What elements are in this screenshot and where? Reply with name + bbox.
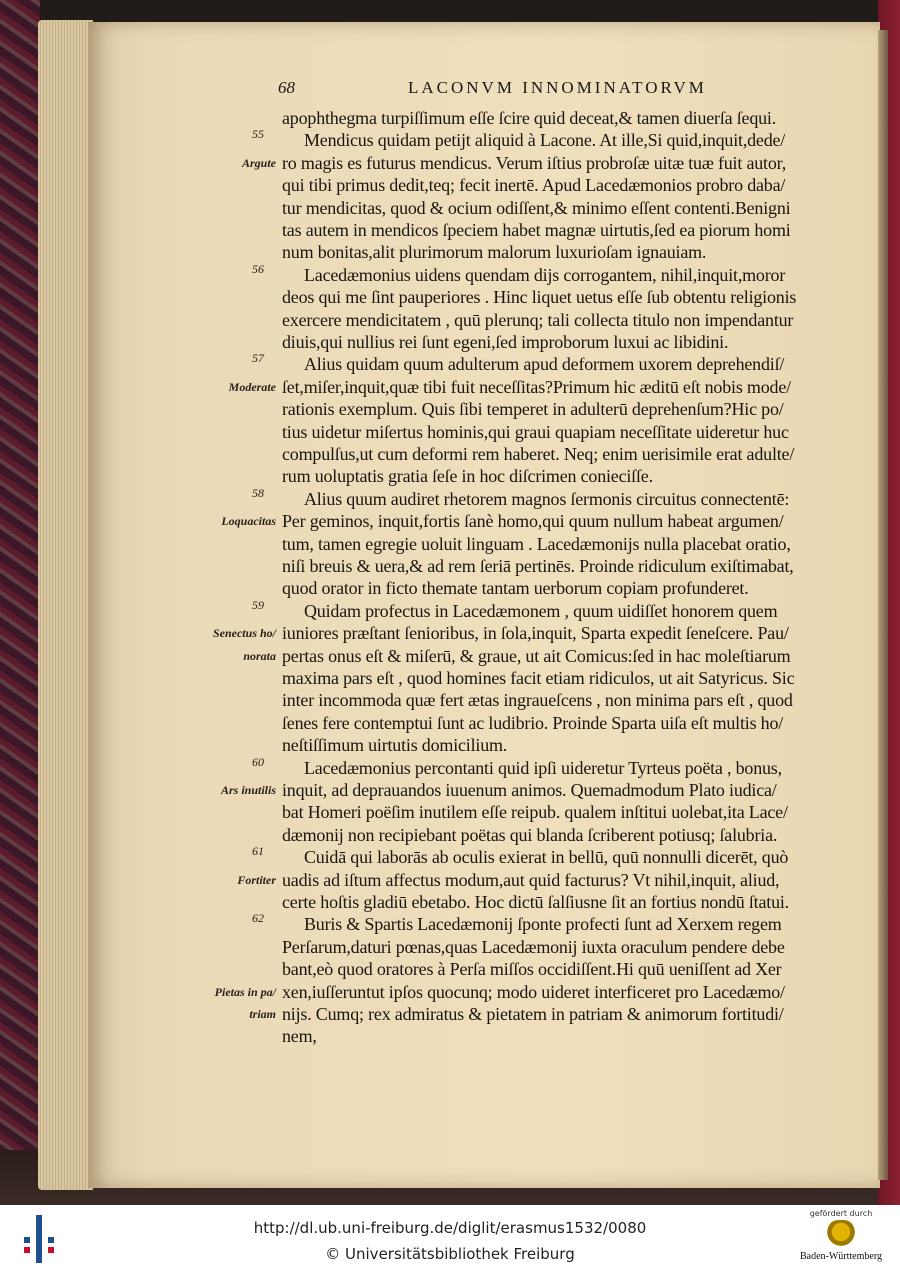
viewer-footer xyxy=(0,1205,900,1271)
text-line: bat Homeri poëſim inutilem eſſe reipub. qualem inſtitui uolebat,ita Lace/ xyxy=(282,802,788,822)
text-line: Buris & Spartis Lacedæmonij ſponte profecti ſunt ad Xerxem regem xyxy=(304,914,782,934)
text-line: Cuidā qui laborās ab oculis exierat in bellū, quū nonnulli dicerēt, quò xyxy=(304,847,789,867)
text-line: apophthegma turpiſſimum eſſe ſcire quid deceat,& tamen diuerſa ſequi. xyxy=(282,108,777,128)
apophthegm-number: 62 xyxy=(252,911,264,925)
text-line: inquit, ad deprauandos iuuenum animos. Quemadmodum Plato iudica/ xyxy=(282,780,777,800)
text-line: diuis,qui nullius rei ſunt egeni,ſed improborum luxui ac libidini. xyxy=(282,332,729,352)
text-line: maxima pars eſt , quod homines facit etiam ridiculos, ut ait Satyricus. Sic xyxy=(282,668,795,688)
page-number: 68 xyxy=(278,78,295,97)
apophthegm-number: 61 xyxy=(252,844,264,858)
text-line: compulſus,ut cum deformi rem haberet. Neq; enim uerisimile erat adulte/ xyxy=(282,444,795,464)
copyright-text: © Universitätsbibliothek Freiburg xyxy=(325,1245,575,1263)
text-line: dæmonij non recipiebant poëtas qui blanda ſcriberent potiusq; ſalubria. xyxy=(282,825,778,845)
sponsor-badge xyxy=(796,1209,886,1269)
text-line: inter incommoda quæ fert ætas ingraueſcens , non minima pars eſt , quod xyxy=(282,690,793,710)
text-line: Quidam profectus in Lacedæmonem , quum uidiſſet honorem quem xyxy=(304,601,778,621)
text-line: pertas onus eſt & miſerū, & graue, ut ait Comicus:ſed in hac moleſtiarum xyxy=(282,646,791,666)
apophthegm-number: 57 xyxy=(252,351,264,365)
apophthegm-number: 55 xyxy=(252,127,264,141)
text-line: Perſarum,daturi pœnas,quas Lacedæmonij iuxta oraculum pendere debe xyxy=(282,937,785,957)
text-line: uadis ad iſtum affectus modum,aut quid facturus? Vt nihil,inquit, aliud, xyxy=(282,870,780,890)
apophthegm-number: 60 xyxy=(252,755,264,769)
text-line: tius uidetur miſertus hominis,qui graui quapiam neceſſitate uideretur huc xyxy=(282,422,789,442)
text-line: bant,eò quod oratores à Perſa miſſos occidiſſent.Hi quū ueniſſent ad Xer xyxy=(282,959,782,979)
apophthegm-number: 59 xyxy=(252,598,264,612)
text-line: rum uoluptatis gratia ſeſe in hoc diſcrimen conieciſſe. xyxy=(282,466,653,486)
apophthegm-number: 58 xyxy=(252,486,264,500)
text-line: Alius quidam quum adulterum apud deformem uxorem deprehendiſ/ xyxy=(304,354,785,374)
margin-note: norata xyxy=(243,649,276,663)
text-line: ſet,miſer,inquit,quæ tibi fuit neceſſitas?Primum hic æditū eſt nobis mode/ xyxy=(282,377,791,397)
text-line: deos qui me ſint pauperiores . Hinc liquet uetus eſſe ſub obtentu religionis xyxy=(282,287,797,307)
text-line: xen,iuſſeruntut ipſos quocunq; modo uideret interficeret pro Lacedæmo/ xyxy=(282,982,785,1002)
text-line: Mendicus quidam petijt aliquid à Lacone. At ille,Si quid,inquit,dede/ xyxy=(304,130,786,150)
text-line: nem, xyxy=(282,1026,317,1046)
text-line: tur mendicitas, quod & ocium odiſſent,& minimo eſſent contenti.Benigni xyxy=(282,198,791,218)
text-line: Lacedæmonius percontanti quid ipſi uideretur Tyrteus poëta , bonus, xyxy=(304,758,782,778)
text-line: certe hoſtis gladiū ebetabo. Hoc dictū ſalſiusne ſit an fortius nondū ſtatui. xyxy=(282,892,789,912)
page-url-link[interactable]: http://dl.ub.uni-freiburg.de/diglit/erasmus1532/0080 xyxy=(253,1219,647,1237)
text-line: Lacedæmonius uidens quendam dijs corrogantem, nihil,inquit,moror xyxy=(304,265,786,285)
text-line: niſi breuis & uera,& ad rem ſeriā pertinēs. Proinde ridiculum exiſtimabat, xyxy=(282,556,794,576)
text-line: tas autem in mendicos ſpeciem habet magnæ uirtutis,ſed ea piorum homi xyxy=(282,220,791,240)
text-line: tum, tamen egregie uoluit linguam . Lacedæmonijs nulla placebat oratio, xyxy=(282,534,791,554)
margin-note: Pietas in pa/ xyxy=(214,985,276,999)
text-line: quod orator in ficto themate tantam uerborum copiam profunderet. xyxy=(282,578,749,598)
text-line: num bonitas,alit plurimorum malorum luxurioſam ignauiam. xyxy=(282,242,707,262)
margin-note: Fortiter xyxy=(237,873,276,887)
margin-note: Senectus ho/ xyxy=(212,626,276,640)
sponsor-label: gefördert durch xyxy=(809,1209,873,1218)
text-line: nijs. Cumq; rex admiratus & pietatem in patriam & animorum fortitudi/ xyxy=(282,1004,784,1024)
text-line: Per geminos, inquit,fortis ſanè homo,qui quum nullum habeat argumen/ xyxy=(282,511,784,531)
text-line: qui tibi primus dedit,teq; fecit inertē. Apud Lacedæmonios probro daba/ xyxy=(282,175,786,195)
text-line: ſenes fere contemptui ſunt ac ludibrio. Proinde Sparta uiſa eſt multis ho/ xyxy=(282,713,784,733)
coat-of-arms-icon xyxy=(827,1220,855,1250)
margin-note: Loquacitas xyxy=(221,514,276,528)
apophthegm-number: 56 xyxy=(252,262,264,276)
text-line: exercere mendicitatem , quū plerunq; tali collecta titulo non impendantur xyxy=(282,310,794,330)
running-title: LACONVM INNOMINATORVM xyxy=(408,78,707,97)
margin-note: triam xyxy=(249,1007,276,1021)
margin-note: Ars inutilis xyxy=(220,783,276,797)
margin-note: Moderate xyxy=(228,380,276,394)
text-line: neſtiſſimum uirtutis domicilium. xyxy=(282,735,508,755)
sponsor-name: Baden-Württemberg xyxy=(799,1251,882,1262)
text-line: rationis exemplum. Quis ſibi temperet in adulterū deprehenſum?Hic po/ xyxy=(282,399,784,419)
text-line: ro magis es futurus mendicus. Verum iſtius probroſæ uitæ tuæ fuit autor, xyxy=(282,153,787,173)
margin-note: Argute xyxy=(241,156,276,170)
text-line: Alius quum audiret rhetorem magnos ſermonis circuitus connectentē: xyxy=(304,489,790,509)
text-line: iuniores præſtant ſenioribus, in ſola,inquit, Sparta expedit ſeneſcere. Pau/ xyxy=(282,623,789,643)
